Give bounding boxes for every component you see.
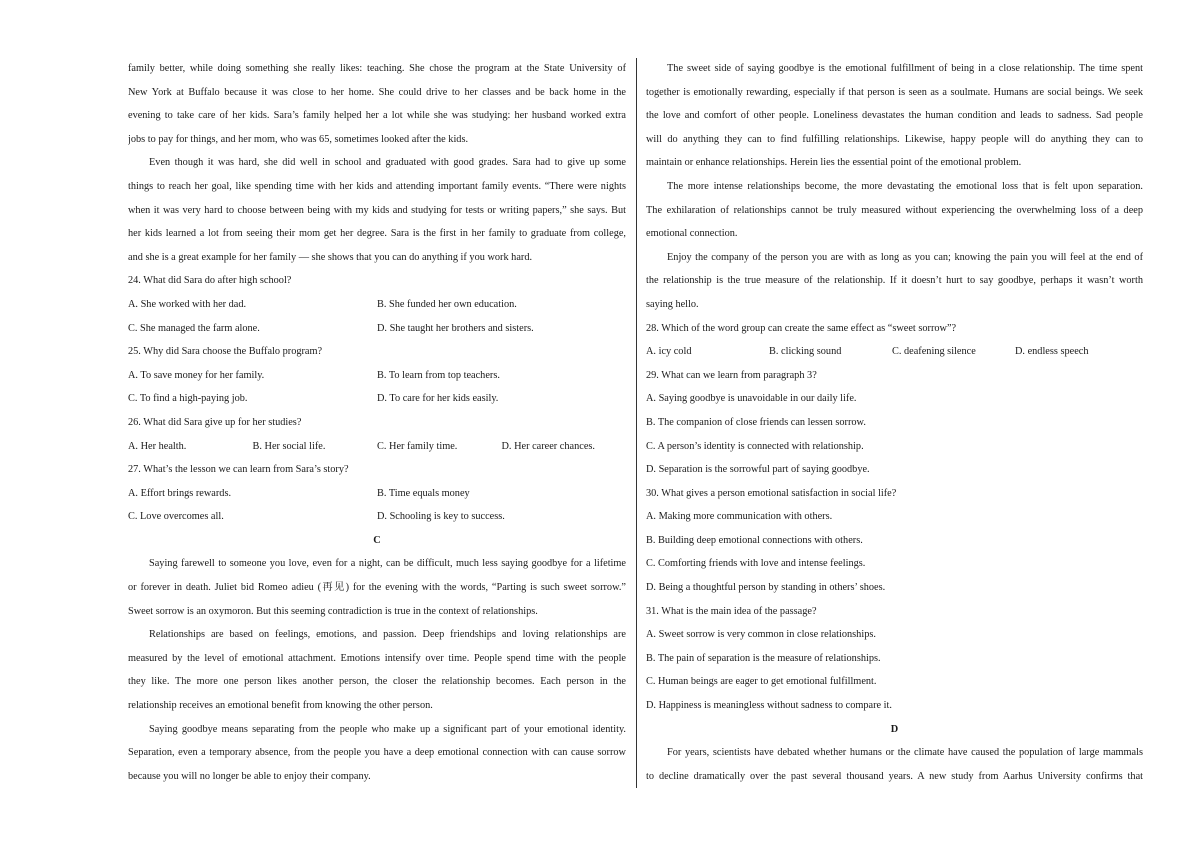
text-line: evening to take care of her kids. Sara’s family helped her a lot while she was studying: her husband worked extra bbox=[128, 110, 626, 122]
option-a: A. To save money for her family. bbox=[128, 369, 265, 381]
text-line: emotional connection. bbox=[646, 228, 738, 240]
question-28 bbox=[646, 317, 1143, 364]
options-row bbox=[128, 435, 626, 459]
text-line: will do anything they can to find fulfilling relationships. Likewise, happy people will do anything they can to bbox=[646, 133, 1143, 145]
paragraph-even-though bbox=[128, 151, 626, 269]
option-c: C. She managed the farm alone. bbox=[128, 322, 260, 334]
option-d: D. Being a thoughtful person by standing in others’ shoes. bbox=[646, 582, 886, 594]
option-b: B. Building deep emotional connections with others. bbox=[646, 534, 863, 546]
text-line: when it was very hard to choose between being with my kids and studying for tests or writing papers,” she says. But bbox=[128, 204, 626, 216]
section-heading-c: C bbox=[373, 534, 381, 546]
question-stem: 26. What did Sara give up for her studies? bbox=[128, 416, 302, 428]
option-b: B. clicking sound bbox=[769, 346, 842, 358]
option-a: A. Effort brings rewards. bbox=[128, 487, 232, 499]
option-b: B. To learn from top teachers. bbox=[377, 369, 500, 381]
text-line: jobs to pay for things, and her mom, who was 65, sometimes looked after the kids. bbox=[128, 133, 469, 145]
question-25 bbox=[128, 340, 626, 411]
paragraph-c1 bbox=[128, 552, 626, 623]
text-line: The sweet side of saying goodbye is the emotional fulfillment of being in a close relationship. The time spent bbox=[667, 63, 1143, 74]
question-stem: 24. What did Sara do after high school? bbox=[128, 275, 292, 287]
option-d: D. She taught her brothers and sisters. bbox=[377, 322, 534, 334]
option-d: D. Happiness is meaningless without sadness to compare it. bbox=[646, 700, 892, 712]
paragraph-d1 bbox=[646, 741, 1143, 788]
text-line: maintain or enhance relationships. Herein lies the essential point of the emotional problem. bbox=[646, 157, 1022, 169]
option-a: A. Saying goodbye is unavoidable in our daily life. bbox=[646, 393, 857, 405]
section-heading-d: D bbox=[890, 723, 899, 735]
text-line: relationship receives an emotional benefit from knowing the other person. bbox=[128, 700, 433, 712]
paragraph-c6 bbox=[646, 246, 1143, 317]
text-line: her kids learned a lot from seeing their mom get her degree. Sara is the first in her family to graduate from college, bbox=[128, 228, 626, 240]
option-d: D. endless speech bbox=[1015, 346, 1089, 358]
question-stem: 27. What’s the lesson we can learn from Sara’s story? bbox=[128, 464, 349, 476]
text-line: or forever in death. Juliet bid Romeo adieu (再见) for the evening with the words, “Parting is such sweet sorrow.” bbox=[128, 582, 626, 594]
paragraph-c2 bbox=[128, 623, 626, 717]
text-line: Even though it was hard, she did well in school and graduated with good grades. Sara had to give up some bbox=[149, 157, 626, 169]
option-b: B. She funded her own education. bbox=[377, 298, 517, 310]
options-row bbox=[128, 317, 626, 341]
question-stem: 30. What gives a person emotional satisfaction in social life? bbox=[646, 487, 897, 499]
question-24 bbox=[128, 269, 626, 340]
options-row bbox=[128, 505, 626, 529]
option-c: C. deafening silence bbox=[892, 346, 976, 358]
option-c: C. Comforting friends with love and intense feelings. bbox=[646, 558, 866, 570]
option-a: A. Making more communication with others. bbox=[646, 511, 833, 523]
text-line: The more intense relationships become, the more devastating the emotional loss that is felt upon separation. bbox=[667, 180, 1143, 192]
option-b: B. The companion of close friends can lessen sorrow. bbox=[646, 416, 866, 428]
option-c: C. Human beings are eager to get emotional fulfillment. bbox=[646, 676, 877, 688]
option-b: B. Time equals money bbox=[377, 487, 470, 499]
option-c: C. A person’s identity is connected with relationship. bbox=[646, 440, 864, 452]
paragraph-c4 bbox=[646, 57, 1143, 175]
text-line: Sweet sorrow is an oxymoron. But this seeming contradiction is true in the context of relationships. bbox=[128, 605, 538, 617]
paragraph-continued bbox=[128, 57, 626, 151]
text-line: the relationship is the true measure of the relationship. If it doesn’t hurt to say goodbye, perhaps it wasn’t worth bbox=[646, 275, 1143, 287]
option-c: C. To find a high-paying job. bbox=[128, 393, 248, 405]
question-30 bbox=[646, 482, 1143, 600]
option-d: D. To care for her kids easily. bbox=[377, 393, 499, 405]
right-column bbox=[646, 57, 1143, 788]
text-line: Saying goodbye means separating from the people who make up a significant part of your emotional identity. bbox=[149, 723, 626, 735]
text-line: to decline dramatically over the past several thousand years. A new study from Aarhus University confirms that bbox=[646, 770, 1143, 782]
text-line: together is emotionally rewarding, especially if that person is seen as a soulmate. Humans are social beings. We seek bbox=[646, 86, 1143, 98]
text-line: Relationships are based on feelings, emotions, and passion. Deep friendships and loving relationships are bbox=[149, 629, 626, 641]
text-line: New York at Buffalo because it was close to her home. She could drive to her classes and be back home in the bbox=[128, 86, 626, 98]
text-line: things to reach her goal, like spending time with her kids and attending important family events. “There were nights bbox=[128, 180, 626, 192]
text-line: Enjoy the company of the person you are with as long as you can; knowing the pain you will feel at the end of bbox=[667, 251, 1143, 263]
option-a: A. icy cold bbox=[646, 346, 692, 358]
paragraph-c3 bbox=[128, 718, 626, 789]
text-line: Saying farewell to someone you love, even for a night, can be difficult, much less saying goodbye for a lifetime bbox=[149, 558, 626, 570]
text-line: The exhilaration of relationships cannot be truly measured without experiencing the overwhelming loss of a deep bbox=[646, 204, 1143, 216]
options-row bbox=[646, 340, 1143, 364]
text-line: they like. The more one person likes another person, the closer the relationship becomes. Each person in the bbox=[128, 676, 626, 688]
left-column bbox=[128, 57, 626, 788]
question-29 bbox=[646, 364, 1143, 482]
question-31 bbox=[646, 600, 1143, 718]
option-c: C. Love overcomes all. bbox=[128, 511, 224, 523]
options-row bbox=[128, 293, 626, 317]
options-row bbox=[128, 482, 626, 506]
text-line: For years, scientists have debated whether humans or the climate have caused the population of large mammals bbox=[667, 747, 1143, 759]
option-b: B. Her social life. bbox=[252, 440, 326, 452]
option-d: D. Her career chances. bbox=[501, 440, 595, 452]
text-line: because you will no longer be able to enjoy their company. bbox=[128, 770, 371, 782]
paragraph-c5 bbox=[646, 175, 1143, 246]
options-row bbox=[128, 364, 626, 388]
option-a: A. She worked with her dad. bbox=[128, 298, 247, 310]
question-27 bbox=[128, 458, 626, 529]
text-line: and she is a great example for her family — she shows that you can do anything if you work hard. bbox=[128, 251, 533, 263]
option-b: B. The pain of separation is the measure of relationships. bbox=[646, 652, 881, 664]
question-stem: 28. Which of the word group can create the same effect as “sweet sorrow”? bbox=[646, 322, 957, 334]
option-c: C. Her family time. bbox=[377, 440, 458, 452]
question-26 bbox=[128, 411, 626, 458]
column-divider bbox=[636, 58, 637, 788]
text-line: measured by the level of emotional attachment. Emotions intensify over time. People spend time with the people bbox=[128, 652, 626, 664]
question-stem: 29. What can we learn from paragraph 3? bbox=[646, 369, 817, 381]
text-line: the love and comfort of other people. Loneliness devastates the human condition and leads to sadness. Sad people bbox=[646, 110, 1143, 122]
text-line: family better, while doing something she really likes: teaching. She chose the program at the State University of bbox=[128, 63, 626, 74]
text-line: saying hello. bbox=[646, 298, 699, 310]
option-a: A. Sweet sorrow is very common in close relationships. bbox=[646, 629, 876, 641]
option-a: A. Her health. bbox=[128, 440, 187, 452]
question-stem: 31. What is the main idea of the passage? bbox=[646, 605, 817, 617]
option-d: D. Schooling is key to success. bbox=[377, 511, 505, 523]
text-line: Separation, even a temporary absence, from the people you have a deep emotional connection with can cause sorrow bbox=[128, 747, 626, 759]
option-d: D. Separation is the sorrowful part of saying goodbye. bbox=[646, 464, 870, 476]
question-stem: 25. Why did Sara choose the Buffalo program? bbox=[128, 346, 323, 358]
options-row bbox=[128, 387, 626, 411]
